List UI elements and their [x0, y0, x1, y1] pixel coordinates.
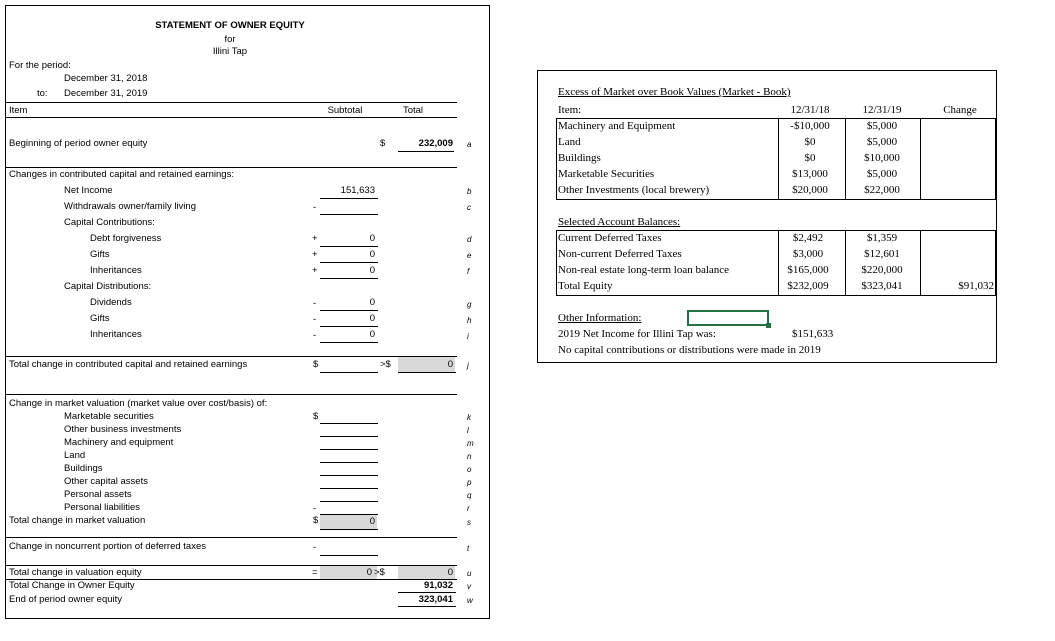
excess-row-v2[interactable]: $22,000 [864, 184, 900, 196]
beginning-label: Beginning of period owner equity [9, 138, 148, 149]
market-label: Personal liabilities [64, 502, 141, 513]
market-header: Change in market valuation (market value over cost/basis) of: [9, 398, 268, 409]
total-valuation-total[interactable]: 0 [447, 567, 453, 578]
balances-divider-2 [845, 230, 846, 296]
deferred-label: Change in noncurrent portion of deferred taxes [9, 541, 206, 552]
letter-s: s [467, 518, 471, 527]
contrib-label: Inheritances [90, 265, 142, 276]
letter-f: f [467, 267, 470, 276]
net-income-label: Net Income [64, 185, 113, 196]
market-underline [320, 501, 378, 502]
personal-liab-sign: - [313, 503, 317, 514]
withdrawals-underline [320, 214, 378, 215]
letter-w: w [467, 596, 473, 605]
letter-i: i [467, 332, 469, 341]
dist-label: Dividends [90, 297, 132, 308]
contrib-underline [320, 246, 378, 247]
deferred-sign: - [313, 542, 317, 553]
letter-p: p [467, 478, 472, 487]
dist-underline [320, 342, 378, 343]
excess-row-v2[interactable]: $5,000 [866, 120, 898, 132]
beginning-dollar: $ [380, 138, 386, 149]
excess-row-v1[interactable]: -$10,000 [790, 120, 830, 132]
excess-col-2: 12/31/19 [862, 104, 902, 116]
dist-label: Gifts [90, 313, 110, 324]
beginning-underline [398, 151, 454, 152]
withdrawals-sign: - [313, 202, 317, 213]
selected-cell[interactable] [687, 310, 769, 326]
market-dollar: $ [313, 411, 319, 422]
total-valuation-eq: = [312, 567, 318, 578]
contrib-sign: + [312, 265, 318, 276]
letter-d: d [467, 235, 472, 244]
total-cc-total-underline [398, 372, 456, 373]
deferred-underline [320, 555, 378, 556]
market-label: Buildings [64, 463, 103, 474]
letter-r: r [467, 504, 470, 513]
balance-row-label: Total Equity [558, 280, 613, 292]
balances-divider-3 [920, 230, 921, 296]
for-label: for [224, 34, 236, 45]
total-cc-underline [320, 372, 378, 373]
excess-row-label: Machinery and Equipment [558, 120, 676, 132]
letter-k: k [467, 413, 471, 422]
excess-title: Excess of Market over Book Values (Market - Book) [558, 86, 791, 98]
excess-col-change: Change [943, 104, 977, 116]
total-valuation-label: Total change in valuation equity [9, 567, 142, 578]
excess-row-v1[interactable]: $13,000 [792, 168, 828, 180]
net-income-info-value[interactable]: $151,633 [792, 328, 834, 340]
excess-row-v1[interactable]: $0 [804, 136, 816, 148]
letter-q: q [467, 491, 472, 500]
excess-divider-3 [920, 118, 921, 200]
end-oe-value[interactable]: 323,041 [418, 594, 453, 605]
contrib-label: Gifts [90, 249, 110, 260]
withdrawals-label: Withdrawals owner/family living [64, 201, 196, 212]
dist-value[interactable]: 0 [369, 329, 375, 340]
letter-c: c [467, 203, 471, 212]
total-oe-label: Total Change in Owner Equity [9, 580, 135, 591]
letter-j: j [467, 361, 469, 370]
valuation-top-line [6, 565, 457, 566]
total-cc-dollar: $ [313, 359, 319, 370]
total-cc-top-line [6, 356, 457, 357]
dist-value[interactable]: 0 [369, 313, 375, 324]
letter-b: b [467, 187, 472, 196]
net-income-subtotal[interactable]: 151,633 [340, 185, 375, 196]
contrib-value[interactable]: 0 [369, 249, 375, 260]
capital-dist-label: Capital Distributions: [64, 281, 152, 292]
letter-m: m [467, 439, 474, 448]
balance-row-label: Non-current Deferred Taxes [558, 248, 682, 260]
balance-row-v1[interactable]: $2,492 [792, 232, 824, 244]
total-cc-total[interactable]: 0 [447, 359, 453, 370]
contrib-value[interactable]: 0 [369, 233, 375, 244]
changes-top-line [6, 167, 457, 168]
period-label: For the period: [9, 60, 71, 71]
end-oe-label: End of period owner equity [9, 594, 123, 605]
balance-row-v1[interactable]: $165,000 [787, 264, 829, 276]
capital-contrib-label: Capital Contributions: [64, 217, 155, 228]
total-market-value[interactable]: 0 [369, 516, 375, 527]
balance-row-v2[interactable]: $220,000 [861, 264, 903, 276]
dist-label: Inheritances [90, 329, 142, 340]
changes-header: Changes in contributed capital and retained earnings: [9, 169, 234, 180]
letter-e: e [467, 251, 472, 260]
market-label: Land [64, 450, 86, 461]
balance-row-change[interactable]: $91,032 [958, 280, 994, 292]
other-info-title: Other Information: [558, 312, 642, 324]
net-income-underline [320, 198, 378, 199]
market-label: Other business investments [64, 424, 182, 435]
total-cc-arrow: >$ [380, 359, 391, 370]
col-item-header: Item [9, 105, 28, 116]
total-cc-label: Total change in contributed capital and retained earnings [9, 359, 248, 370]
balance-row-v2[interactable]: $12,601 [864, 248, 900, 260]
net-income-info-label: 2019 Net Income for Illini Tap was: [558, 328, 716, 340]
total-valuation-arrow: >$ [374, 567, 385, 578]
contrib-underline [320, 262, 378, 263]
total-market-underline [320, 529, 378, 530]
excess-divider-2 [845, 118, 846, 200]
excess-divider-1 [778, 118, 779, 200]
excess-row-v1[interactable]: $20,000 [792, 184, 828, 196]
market-label: Other capital assets [64, 476, 148, 487]
market-underline [320, 436, 378, 437]
letter-n: n [467, 452, 472, 461]
deferred-top-line [6, 537, 457, 538]
end-oe-underline [398, 606, 456, 607]
letter-l: l [467, 426, 469, 435]
excess-row-label: Other Investments (local brewery) [558, 184, 710, 196]
total-valuation-value[interactable]: 0 [366, 567, 372, 578]
excess-row-label: Land [558, 136, 581, 148]
market-underline [320, 423, 378, 424]
market-underline [320, 475, 378, 476]
contrib-sign: + [312, 233, 318, 244]
company-name: Illini Tap [212, 46, 248, 57]
col-total-header: Total [402, 105, 424, 116]
letter-v: v [467, 582, 471, 591]
dist-underline [320, 326, 378, 327]
market-top-line [6, 394, 457, 395]
to-label: to: [37, 88, 48, 99]
total-market-label: Total change in market valuation [9, 515, 146, 526]
excess-row-v2[interactable]: $5,000 [866, 136, 898, 148]
excess-item-label: Item: [558, 104, 582, 116]
dist-sign: - [313, 314, 317, 325]
balance-row-v2[interactable]: $323,041 [861, 280, 903, 292]
excess-row-v2[interactable]: $5,000 [866, 168, 898, 180]
beginning-total[interactable]: 232,009 [418, 138, 453, 149]
letter-t: t [467, 544, 470, 553]
market-label: Marketable securities [64, 411, 154, 422]
total-oe-underline [398, 592, 456, 593]
letter-u: u [467, 569, 472, 578]
excess-row-label: Buildings [558, 152, 601, 164]
excess-row-v1[interactable]: $0 [804, 152, 816, 164]
balance-row-v2[interactable]: $1,359 [866, 232, 898, 244]
contrib-sign: + [312, 249, 318, 260]
balance-row-label: Non-real estate long-term loan balance [558, 264, 730, 276]
balance-row-v1[interactable]: $3,000 [792, 248, 824, 260]
contrib-value[interactable]: 0 [369, 265, 375, 276]
letter-g: g [467, 300, 472, 309]
dist-sign: - [313, 330, 317, 341]
contrib-label: Debt forgiveness [90, 233, 162, 244]
col-subtotal-header: Subtotal [327, 105, 363, 116]
balance-row-v1[interactable]: $232,009 [787, 280, 829, 292]
no-contrib-note: No capital contributions or distributions were made in 2019 [558, 344, 821, 356]
excess-row-v2[interactable]: $10,000 [864, 152, 900, 164]
balance-row-label: Current Deferred Taxes [558, 232, 662, 244]
market-label: Machinery and equipment [64, 437, 174, 448]
balances-title: Selected Account Balances: [558, 216, 681, 228]
dist-sign: - [313, 298, 317, 309]
market-underline [320, 488, 378, 489]
letter-h: h [467, 316, 472, 325]
from-date[interactable]: December 31, 2018 [64, 73, 148, 84]
letter-a: a [467, 140, 472, 149]
header-top-line [6, 102, 457, 103]
contrib-underline [320, 278, 378, 279]
statement-title: STATEMENT OF OWNER EQUITY [155, 20, 305, 31]
market-underline [320, 462, 378, 463]
to-date[interactable]: December 31, 2019 [64, 88, 148, 99]
market-underline [320, 449, 378, 450]
dist-underline [320, 310, 378, 311]
dist-value[interactable]: 0 [369, 297, 375, 308]
header-bottom-line [6, 117, 457, 118]
market-label: Personal assets [64, 489, 132, 500]
letter-o: o [467, 465, 472, 474]
total-oe-value[interactable]: 91,032 [423, 580, 453, 591]
excess-row-label: Marketable Securities [558, 168, 655, 180]
excess-col-1: 12/31/18 [790, 104, 830, 116]
total-market-dollar: $ [313, 515, 319, 526]
fill-handle[interactable] [766, 323, 771, 328]
